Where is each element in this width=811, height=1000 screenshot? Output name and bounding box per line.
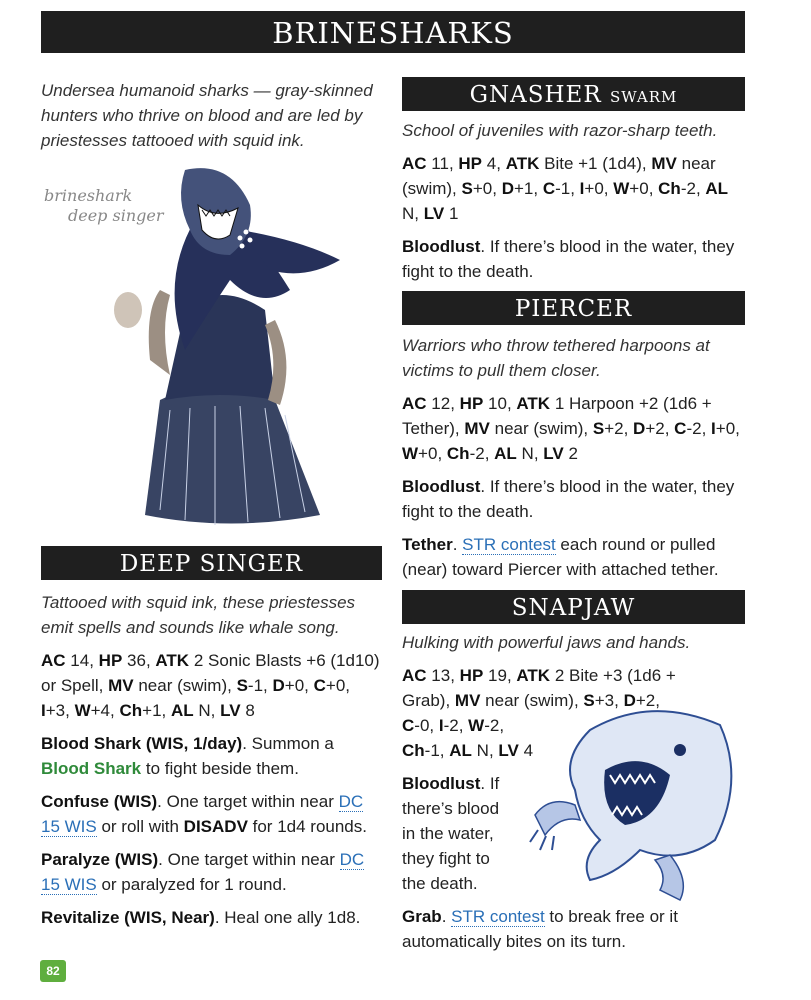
blood-shark-link[interactable]: Blood Shark <box>41 759 142 778</box>
gnasher-stats: AC 11, HP 4, ATK Bite +1 (1d4), MV near (swim), S+0, D+1, C-1, I+0, W+0, Ch-2, AL N, LV 1 <box>402 154 729 223</box>
intro-text: Undersea humanoid sharks — gray-skinned hunters who thrive on blood and are led by priestesses tattooed with squid ink. <box>41 81 373 150</box>
str-contest-link[interactable]: STR contest <box>451 907 545 926</box>
deep-singer-stats: AC 14, HP 36, ATK 2 Sonic Blasts +6 (1d10) or Spell, MV near (swim), S-1, D+0, C+0, I+3, W+4, Ch+1, AL N, LV 8 <box>41 651 380 720</box>
snapjaw-heading: SNAPJAW <box>402 590 745 624</box>
dc-wis-link[interactable]: DC 15 WIS <box>41 850 365 894</box>
snapjaw-grab: Grab. STR contest to break free or it automatically bites on its turn. <box>402 907 678 951</box>
piercer-bloodlust: Bloodlust. If there’s blood in the water, they fight to the death. <box>402 477 735 521</box>
deep-singer-illustration <box>90 160 360 530</box>
deep-singer-block <box>41 590 381 938</box>
page-title: BRINESHARKS <box>41 11 745 53</box>
piercer-heading: PIERCER <box>402 291 745 325</box>
snapjaw-stats: AC 13, HP 19, ATK 2 Bite +3 (1d6 + Grab), MV near (swim), S+3, D+2, C-0, I-2, W-2, Ch-1, AL N, LV 4 <box>402 666 676 760</box>
str-contest-link[interactable]: STR contest <box>462 535 556 554</box>
piercer-stats: AC 12, HP 10, ATK 1 Harpoon +2 (1d6 + Tether), MV near (swim), S+2, D+2, C-2, I+0, W+0, Ch-2, AL N, LV 2 <box>402 394 740 463</box>
ability-revitalize: Revitalize (WIS, Near). Heal one ally 1d8. <box>41 908 361 927</box>
gnasher-bloodlust: Bloodlust. If there’s blood in the water, they fight to the death. <box>402 237 735 281</box>
gnasher-desc: School of juveniles with razor-sharp teeth. <box>402 121 718 140</box>
illustration-caption: brineshark deep singer <box>44 186 164 225</box>
page-number: 82 <box>40 960 66 982</box>
deep-singer-heading: DEEP SINGER <box>41 546 382 580</box>
ability-blood-shark: Blood Shark (WIS, 1/day). Summon a Blood Shark to fight beside them. <box>41 734 334 778</box>
ability-confuse: Confuse (WIS). One target within near DC 15 WIS or roll with DISADV for 1d4 rounds. <box>41 792 367 836</box>
snapjaw-desc: Hulking with powerful jaws and hands. <box>402 633 691 652</box>
piercer-tether: Tether. STR contest each round or pulled (near) toward Piercer with attached tether. <box>402 535 719 579</box>
snapjaw-bloodlust: Bloodlust. If there’s blood in the water, they fight to the death. <box>402 774 500 893</box>
snapjaw-illustration <box>520 690 745 905</box>
gnasher-heading: GNASHER SWARM <box>402 77 745 111</box>
piercer-block <box>402 333 745 590</box>
ability-paralyze: Paralyze (WIS). One target within near DC 15 WIS or paralyzed for 1 round. <box>41 850 365 894</box>
dc-wis-link[interactable]: DC 15 WIS <box>41 792 364 836</box>
piercer-desc: Warriors who throw tethered harpoons at victims to pull them closer. <box>402 336 710 380</box>
gnasher-block <box>402 118 745 292</box>
deep-singer-desc: Tattooed with squid ink, these priestesses emit spells and sounds like whale song. <box>41 593 356 637</box>
